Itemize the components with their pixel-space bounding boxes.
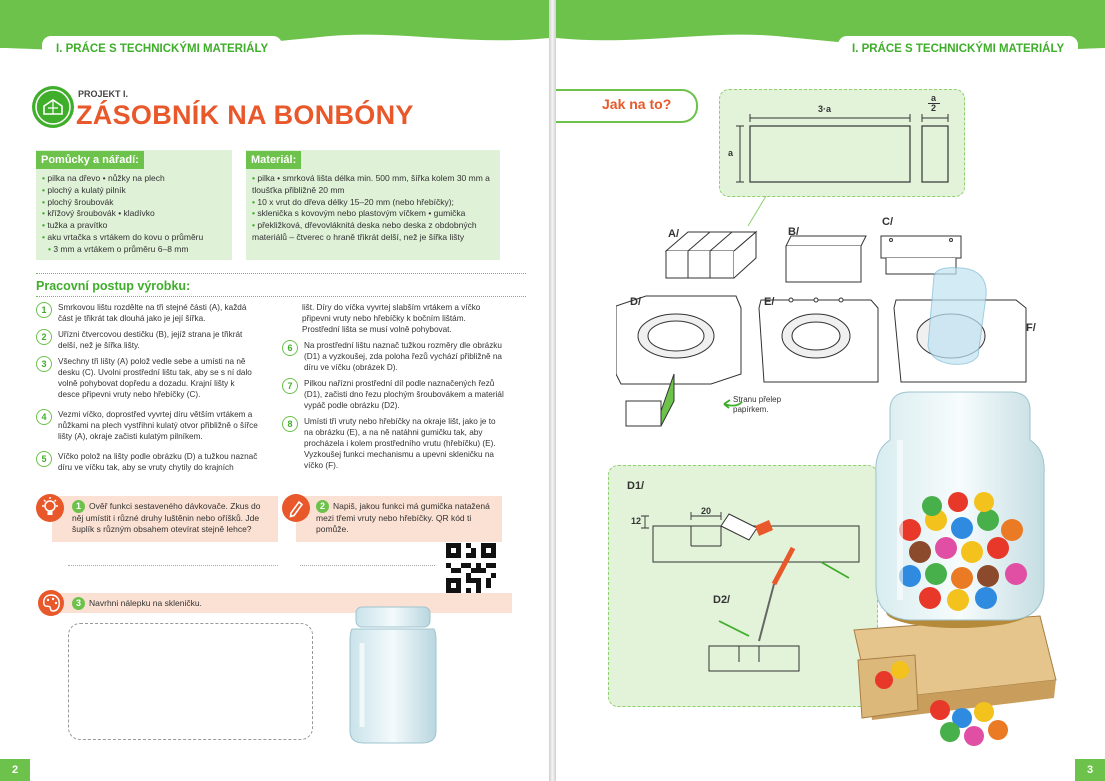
how-to-title: Jak na to? <box>602 96 672 112</box>
figure-label: D2/ <box>713 594 731 606</box>
step-text: Na prostřední lištu naznač tužkou rozměry dle obrázku (D1) a vyzkoušej, zda poloha řezů vychází přibližně na díru ve víčku (obrázek D). <box>304 341 502 372</box>
list-item: • aku vrtačka s vrtákem do kovu o průměru <box>42 232 228 244</box>
tools-heading: Pomůcky a nářadí: <box>36 151 144 169</box>
step-number: 3 <box>36 356 52 372</box>
figure-label: A/ <box>668 228 679 240</box>
list-item: • překližková, dřevovláknitá deska nebo deska z obdobných materiálů – čtverec o hraně třikrát delší, než je šířka lišty <box>252 220 496 244</box>
step-text: Umísti tři vruty nebo hřebíčky na okraje lišt, jako je to na obrázku (E), a na ně natáhni gumičku tak, aby procházela i kolem prostředního vrutu (hřebíčku) (E). Vyzkoušej funkci mechanismu a upevni skleničku na víčko (F). <box>304 417 496 470</box>
procedure-step <box>282 378 504 411</box>
list-item: • plochý šroubovák <box>42 197 228 209</box>
dimension-label: 12 <box>631 516 642 526</box>
step-number: 2 <box>36 329 52 345</box>
step-number: 4 <box>36 409 52 425</box>
material-heading: Materiál: <box>246 151 301 169</box>
list-item: • plochý a kulatý pilník <box>42 185 228 197</box>
glass-jar-illustration <box>346 603 440 745</box>
procedure-step <box>36 302 258 324</box>
candy-dispenser-photo <box>840 380 1066 750</box>
list-item: • 10 x vrut do dřeva délky 15–20 mm (nebo hřebíčky); <box>252 197 496 209</box>
step-number: 1 <box>36 302 52 318</box>
sticker-drawing-area[interactable] <box>68 623 313 740</box>
task-text: Napiš, jakou funkci má gumička natažená mezi třemi vruty nebo hřebíčky. QR kód ti pomůže. <box>316 500 490 534</box>
figure-label: C/ <box>882 216 893 228</box>
procedure-heading: Pracovní postup výrobku: <box>36 279 191 293</box>
step-text: Smrkovou lištu rozdělte na tři stejné části (A), každá část je třikrát tak dlouhá jako je její šířka. <box>58 303 247 323</box>
dimension-label: 2 <box>931 103 937 113</box>
dimension-label: 20 <box>701 506 712 516</box>
step-text: Uřízni čtvercovou destičku (B), jejíž strana je třikrát delší, než je šířka lišty. <box>58 330 243 350</box>
step-number: 7 <box>282 378 298 394</box>
task-text: Navrhni nálepku na skleničku. <box>89 597 202 608</box>
task-box <box>296 496 502 542</box>
figure-label: E/ <box>764 296 775 308</box>
procedure-step <box>36 409 258 442</box>
step-text: Pilkou nařízni prostřední díl podle naznačených řezů (D1), začisti dno řezu plochým šroubovákem a materiál vypáč podle obrázku (D2). <box>304 379 504 410</box>
divider <box>36 296 526 297</box>
tools-list <box>36 173 232 256</box>
cutting-diagram <box>608 465 878 707</box>
material-list <box>246 173 500 244</box>
page-number: 2 <box>0 759 30 781</box>
step-number: 8 <box>282 416 298 432</box>
procedure-step-continued <box>282 302 504 335</box>
procedure-step <box>36 329 258 351</box>
step-number: 5 <box>36 451 52 467</box>
figure-label: D1/ <box>627 480 645 492</box>
figure-label: B/ <box>788 226 799 238</box>
step-text: Vezmi víčko, doprostřed vyvrtej díru větším vrtákem a nůžkami na plech vystřihni kulatý otvor přibližně o šířce lišty (A), okraje začisti kulatým pilníkem. <box>58 410 258 441</box>
task-number: 3 <box>72 597 85 610</box>
book-gutter <box>549 0 556 781</box>
step-number: 6 <box>282 340 298 356</box>
procedure-step <box>36 451 258 473</box>
list-item: • sklenička s kovovým nebo plastovým víčkem • gumička <box>252 208 496 220</box>
task-box <box>52 496 278 542</box>
tools-box <box>36 150 232 260</box>
list-item: • pilka • smrková lišta délka min. 500 mm, šířka kolem 30 mm a tloušťka přibližně 20 mm <box>252 173 496 197</box>
left-page <box>0 0 549 781</box>
figure-caption: Stranu přelep papírkem. <box>733 395 782 414</box>
list-item: • tužka a pravítko <box>42 220 228 232</box>
answer-line[interactable] <box>68 565 278 566</box>
project-label: PROJEKT I. <box>78 89 129 99</box>
procedure-step <box>36 356 258 400</box>
pencil-icon <box>282 494 310 522</box>
project-badge-icon <box>32 86 74 128</box>
list-item: • pilka na dřevo • nůžky na plech <box>42 173 228 185</box>
dimension-label: 3·a <box>818 104 832 114</box>
list-item: • křížový šroubovák • kladívko <box>42 208 228 220</box>
figure-label: F/ <box>1026 322 1036 334</box>
step-text: Všechny tři lišty (A) polož vedle sebe a umísti na ně desku (C). Uvolni prostřední lištu tak, aby se s ní dalo volně pohybovat dopředu a dozadu. Krajní lišty k desce připevni vruty nebo hřebíčky (C). <box>58 357 252 399</box>
task-text: Ověř funkci sestaveného dávkovače. Zkus do něj umístit i různé druhy luštěnin nebo oříšků. Jde šuplík s různým obsahem otevírat stejně lehce? <box>72 500 261 534</box>
lightbulb-icon <box>36 494 64 522</box>
chapter-title: I. PRÁCE S TECHNICKÝMI MATERIÁLY <box>42 36 282 60</box>
page-title: ZÁSOBNÍK NA BONBÓNY <box>76 100 414 130</box>
material-box <box>246 150 500 260</box>
dimension-label: a <box>728 148 734 158</box>
list-item: • 3 mm a vrtákem o průměru 6–8 mm <box>42 244 228 256</box>
task-box <box>52 593 512 613</box>
dimension-diagram <box>719 89 965 197</box>
dimension-label: a <box>931 93 937 103</box>
task-number: 2 <box>316 500 329 513</box>
answer-line[interactable] <box>300 565 435 566</box>
figure-label: D/ <box>630 296 641 308</box>
step-text: lišt. Díry do víčka vyvrtej slabším vrtákem a víčko připevni vruty nebo hřebíčky k bočním lištám. Prostřední lišta se musí volně pohybovat. <box>302 303 481 334</box>
procedure-step <box>282 340 504 373</box>
qr-code[interactable] <box>446 543 496 593</box>
task-number: 1 <box>72 500 85 513</box>
chapter-title: I. PRÁCE S TECHNICKÝMI MATERIÁLY <box>838 36 1078 60</box>
procedure-step <box>282 416 504 471</box>
step-text: Víčko polož na lišty podle obrázku (D) a tužkou naznač díru ve víčku tak, aby se vruty chytily do krajních <box>58 452 258 472</box>
right-page <box>556 0 1105 781</box>
divider <box>36 273 526 274</box>
palette-icon <box>38 590 64 616</box>
page-number: 3 <box>1075 759 1105 781</box>
